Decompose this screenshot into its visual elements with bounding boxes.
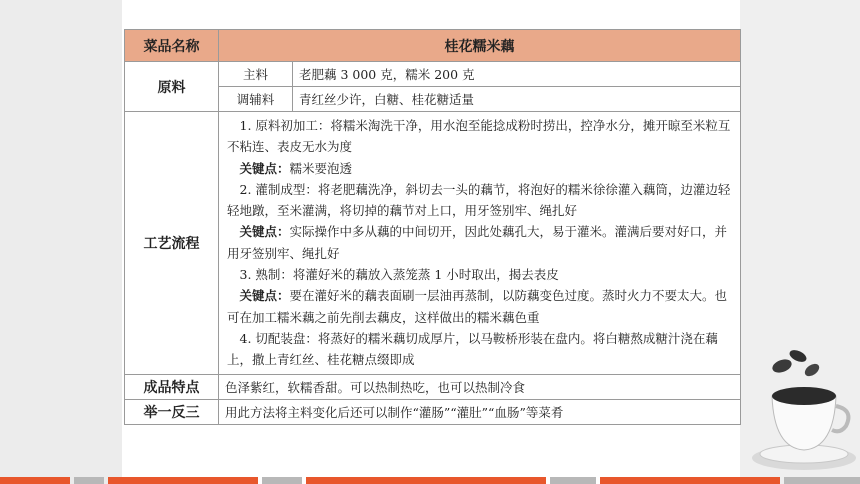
footer-segment: [74, 477, 104, 484]
extension-text: 用此方法将主料变化后还可以制作“灌肠”“灌肚”“血肠”等菜肴: [219, 399, 741, 424]
dish-name-label: 菜品名称: [125, 30, 219, 62]
process-content: [219, 112, 741, 375]
key-point-text: 实际操作中多从藕的中间切开，因此处藕孔大，易于灌米。灌满后要对好口，并用牙签别牢、绳扎好: [227, 224, 728, 261]
left-background-panel: [0, 0, 122, 484]
aux-ingredient-label: 调辅料: [219, 87, 293, 112]
key-point-label: 关键点：: [239, 160, 290, 176]
footer-segment: [108, 477, 258, 484]
extension-label: 举一反三: [125, 399, 219, 424]
process-step-3: 3. 熟制：将灌好米的藕放入蒸笼蒸 1 小时取出，揭去表皮: [239, 267, 559, 283]
recipe-table: [124, 29, 741, 425]
aux-ingredient-text: 青红丝少许，白糖、桂花糖适量: [293, 87, 741, 112]
main-ingredient-row: [125, 62, 741, 87]
dish-name-value: 桂花糯米藕: [219, 30, 741, 62]
key-point-3: [227, 285, 732, 328]
footer-segment: [784, 477, 860, 484]
features-row: [125, 374, 741, 399]
features-label: 成品特点: [125, 374, 219, 399]
extension-row: [125, 399, 741, 424]
coffee-cup-icon: [742, 326, 860, 476]
key-point-1: [227, 158, 732, 179]
key-point-2: [227, 221, 732, 264]
key-point-text: 糯米要泡透: [289, 160, 353, 176]
main-ingredient-text: 老肥藕 3 000 克，糯米 200 克: [293, 62, 741, 87]
ingredients-label: 原料: [125, 62, 219, 112]
footer-segment: [550, 477, 596, 484]
footer-segment: [0, 477, 70, 484]
footer-segment: [306, 477, 546, 484]
table-header-row: [125, 30, 741, 62]
footer-segment: [600, 477, 780, 484]
process-step-4: 4. 切配装盘：将蒸好的糯米藕切成厚片，以马鞍桥形装在盘内。将白糖熬成糖汁浇在藕上，撒上青红丝、桂花糖点缀即成: [227, 330, 718, 368]
features-text: 色泽紫红，软糯香甜。可以热制热吃，也可以热制冷食: [219, 374, 741, 399]
key-point-label: 关键点：: [239, 288, 290, 304]
footer-decor-bar: [0, 475, 860, 484]
process-row: [125, 112, 741, 375]
key-point-label: 关键点：: [239, 224, 290, 240]
footer-segment: [262, 477, 302, 484]
process-label: 工艺流程: [125, 112, 219, 375]
main-ingredient-label: 主料: [219, 62, 293, 87]
process-step-1: 1. 原料初加工：将糯米淘洗干净，用水泡至能捻成粉时捞出，控净水分，摊开晾至米粒互不粘连、表皮无水为度: [227, 118, 731, 155]
process-step-2: 2. 灌制成型：将老肥藕洗净，斜切去一头的藕节，将泡好的糯米徐徐灌入藕筒，边灌边轻轻地蹾，至米灌满，将切掉的藕节对上口，用牙签别牢、绳扎好: [227, 181, 731, 219]
key-point-text: 要在灌好米的藕表面刷一层油再蒸制，以防藕变色过度。蒸时火力不要太大。也可在加工糯米藕之前先削去藕皮，这样做出的糯米藕色重: [227, 288, 728, 325]
